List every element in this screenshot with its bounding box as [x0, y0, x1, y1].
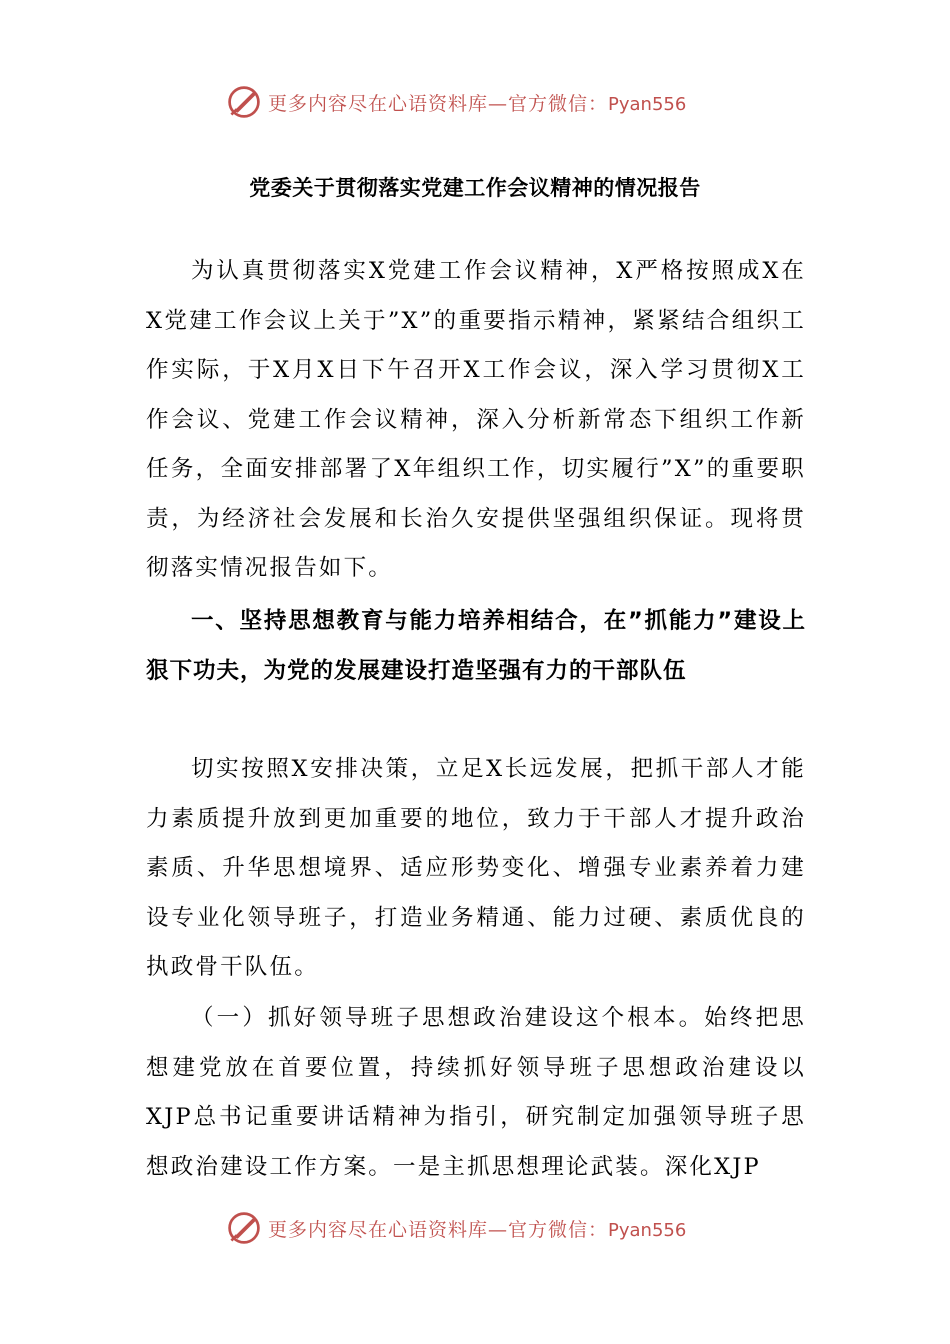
paragraph-intro: 为认真贯彻落实X党建工作会议精神，X严格按照成X在X党建工作会议上关于”X”的重要指示精神，紧紧结合组织工作实际，于X月X日下午召开X工作会议，深入学习贯彻X工作会议、党建工作会议精神，深入分析新常态下组织工作新任务，全面安排部署了X年组织工作，切实履行”X”的重要职责，为经济社会发展和长治久安提供坚强组织保证。现将贯彻落实情况报告如下。 [146, 258, 806, 581]
section-heading-1: 一、坚持思想教育与能力培养相结合，在”抓能力”建设上狠下功夫，为党的发展建设打造坚强有力的干部队伍 [146, 608, 806, 684]
quill-logo-icon [226, 84, 262, 120]
watermark-text: 更多内容尽在心语资料库—官方微信：Pyan556 [268, 92, 687, 115]
paragraph-subsection-1: （一）抓好领导班子思想政治建设这个根本。始终把思想建党放在首要位置，持续抓好领导班子思想政治建设以XJP总书记重要讲话精神为指引，研究制定加强领导班子思想政治建设工作方案。一是主抓思想理论武装。深化XJP [146, 1005, 806, 1180]
watermark-footer [226, 1208, 746, 1248]
watermark-text: 更多内容尽在心语资料库—官方微信：Pyan556 [268, 1218, 687, 1241]
quill-logo-icon [226, 1210, 262, 1246]
watermark-header [226, 82, 746, 122]
paragraph-section-1: 切实按照X安排决策，立足X长远发展，把抓干部人才能力素质提升放到更加重要的地位，致力于干部人才提升政治素质、升华思想境界、适应形势变化、增强专业素养着力建设专业化领导班子，打造业务精通、能力过硬、素质优良的执政骨干队伍。 [146, 756, 806, 980]
document-title: 党委关于贯彻落实党建工作会议精神的情况报告 [249, 176, 701, 200]
